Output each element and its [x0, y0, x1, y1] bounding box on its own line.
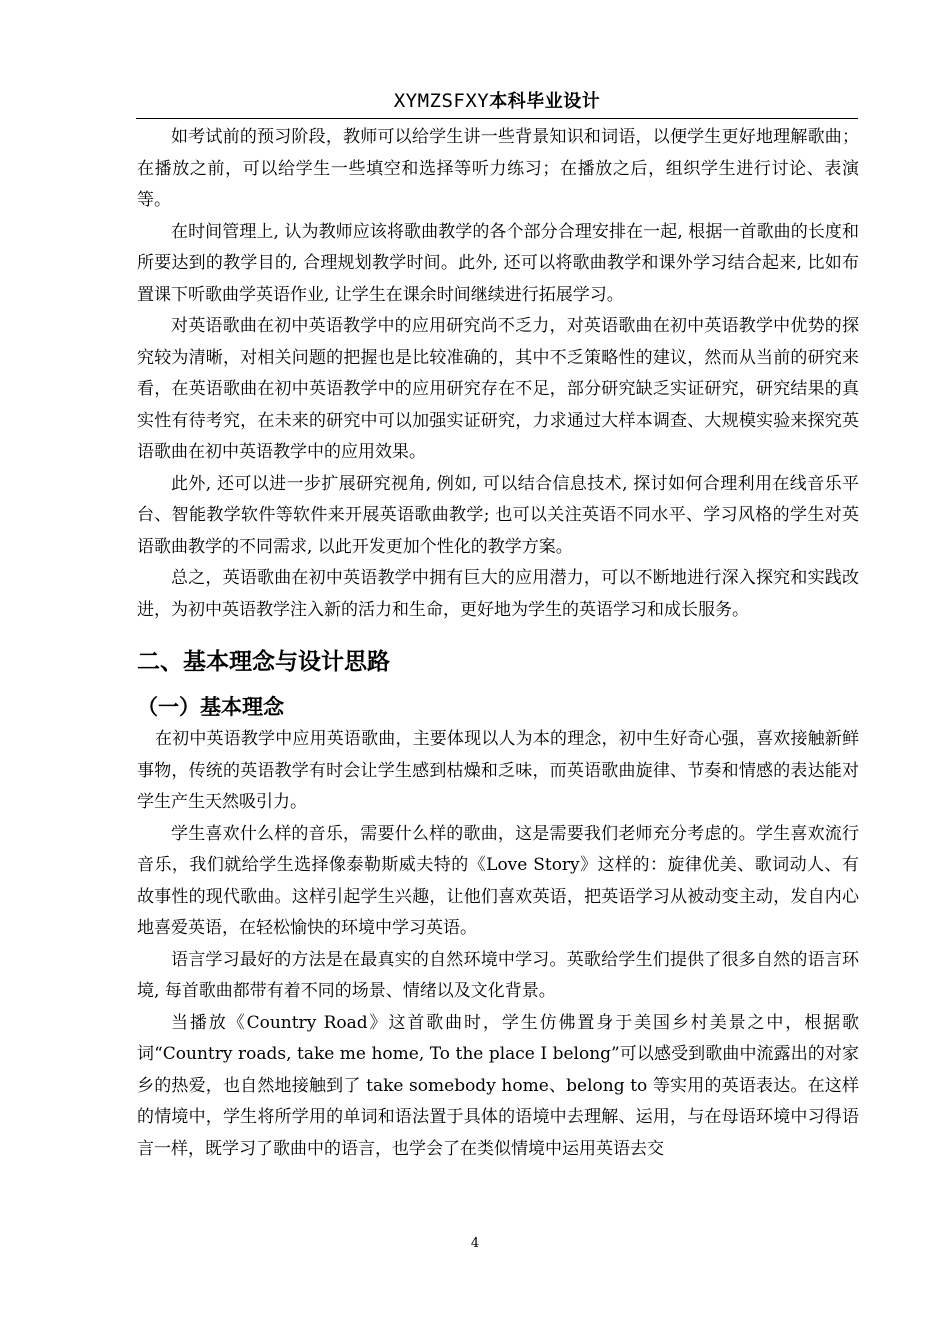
- paragraph: 对英语歌曲在初中英语教学中的应用研究尚不乏力，对英语歌曲在初中英语教学中优势的探究较为清晰，对相关问题的把握也是比较准确的，其中不乏策略性的建议，然而从当前的研究来看，在英语歌曲在初中英语教学中的应用研究存在不足，部分研究缺乏实证研究，研究结果的真实性有待考究，在未来的研究中可以加强实证研究，力求通过大样本调查、大规模实验来探究英语歌曲在初中英语教学中的应用效果。: [137, 316, 859, 462]
- paragraph: 在时间管理上, 认为教师应该将歌曲教学的各个部分合理安排在一起, 根据一首歌曲的长度和所要达到的教学目的, 合理规划教学时间。此外, 还可以将歌曲教学和课外学习结合起来, 比如布置课下听歌曲学英语作业, 让学生在课余时间继续进行拓展学习。: [137, 221, 859, 305]
- header-divider: [136, 118, 858, 119]
- paragraph: 学生喜欢什么样的音乐，需要什么样的歌曲，这是需要我们老师充分考虑的。学生喜欢流行音乐，我们就给学生选择像泰勒斯威夫特的《Love Story》这样的：旋律优美、歌词动人、有故事性的现代歌曲。这样引起学生兴趣，让他们喜欢英语，把英语学习从被动变主动，发自内心地喜爱英语，在轻松愉快的环境中学习英语。: [137, 823, 859, 938]
- paragraph: 此外, 还可以进一步扩展研究视角, 例如, 可以结合信息技术, 探讨如何合理利用在线音乐平台、智能教学软件等软件来开展英语歌曲教学; 也可以关注英语不同水平、学习风格的学生对英语歌曲教学的不同需求, 以此开发更加个性化的教学方案。: [137, 473, 859, 557]
- section-heading: 二、基本理念与设计思路: [137, 649, 390, 675]
- document-body: [137, 122, 859, 1165]
- paragraph: 在初中英语教学中应用英语歌曲，主要体现以人为本的理念，初中生好奇心强，喜欢接触新鲜事物，传统的英语教学有时会让学生感到枯燥和乏味，而英语歌曲旋律、节奏和情感的表达能对学生产生天然吸引力。: [137, 729, 859, 812]
- page-header: [136, 88, 858, 115]
- paragraph: 语言学习最好的方法是在最真实的自然环境中学习。英歌给学生们提供了很多自然的语言环境, 每首歌曲都带有着不同的场景、情绪以及文化背景。: [137, 949, 859, 1001]
- header-title: 本科毕业设计: [489, 91, 601, 112]
- paragraph: 当播放《Country Road》这首歌曲时，学生仿佛置身于美国乡村美景之中，根据歌词“Country roads, take me home, To the place I belong”可以感受到歌曲中流露出的对家乡的热爱，也自然地接触到了 take somebody home、belong to 等实用的英语表达。在这样的情境中，学生将所学用的单词和语法置于具体的语境中去理解、运用，与在母语环境中习得语言一样，既学习了歌曲中的语言，也学会了在类似情境中运用英语去交: [137, 1012, 859, 1159]
- page-number: 4: [470, 1236, 480, 1251]
- header-prefix: XYMZSFXY: [393, 90, 490, 112]
- subsection-heading: （一）基本理念: [137, 695, 284, 719]
- paragraph: 如考试前的预习阶段，教师可以给学生讲一些背景知识和词语，以便学生更好地理解歌曲；在播放之前，可以给学生一些填空和选择等听力练习；在播放之后，组织学生进行讨论、表演等。: [137, 127, 859, 210]
- paragraph: 总之，英语歌曲在初中英语教学中拥有巨大的应用潜力，可以不断地进行深入探究和实践改进，为初中英语教学注入新的活力和生命，更好地为学生的英语学习和成长服务。: [137, 568, 859, 620]
